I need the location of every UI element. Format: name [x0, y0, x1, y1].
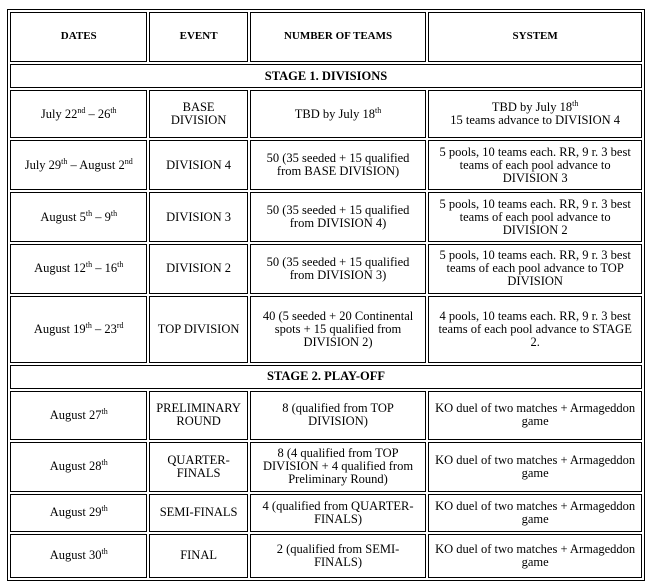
event-cell: TOP DIVISION — [149, 296, 247, 363]
dates-cell: August 30th — [10, 534, 147, 578]
system-cell: 4 pools, 10 teams each. RR, 9 r. 3 best teams of each pool advance to STAGE 2. — [428, 296, 642, 363]
table-row — [10, 534, 642, 578]
event-cell: DIVISION 3 — [149, 192, 247, 242]
dates-cell: August 27th — [10, 391, 147, 440]
system-cell: 5 pools, 10 teams each. RR, 9 r. 3 best teams of each pool advance to DIVISION 3 — [428, 140, 642, 190]
teams-cell: 50 (35 seeded + 15 qualified from DIVISION 4) — [250, 192, 427, 242]
table-row — [10, 296, 642, 363]
event-cell: DIVISION 2 — [149, 244, 247, 294]
system-cell: KO duel of two matches + Armageddon game — [428, 494, 642, 532]
system-cell: KO duel of two matches + Armageddon game — [428, 442, 642, 492]
teams-cell: 50 (35 seeded + 15 qualified from BASE DIVISION) — [250, 140, 427, 190]
table-row — [10, 442, 642, 492]
event-cell: QUARTER-FINALS — [149, 442, 247, 492]
teams-cell: 8 (4 qualified from TOP DIVISION + 4 qualified from Preliminary Round) — [250, 442, 427, 492]
header-event: EVENT — [149, 12, 247, 62]
dates-cell: August 19th – 23rd — [10, 296, 147, 363]
table-row — [10, 244, 642, 294]
dates-cell: August 12th – 16th — [10, 244, 147, 294]
dates-cell: August 29th — [10, 494, 147, 532]
table-row — [10, 140, 642, 190]
system-cell: KO duel of two matches + Armageddon game — [428, 534, 642, 578]
event-cell: DIVISION 4 — [149, 140, 247, 190]
teams-cell: 8 (qualified from TOP DIVISION) — [250, 391, 427, 440]
teams-cell: 50 (35 seeded + 15 qualified from DIVISION 3) — [250, 244, 427, 294]
table-row — [10, 494, 642, 532]
event-cell: SEMI-FINALS — [149, 494, 247, 532]
header-dates: DATES — [10, 12, 147, 62]
table-row — [10, 90, 642, 138]
schedule-table — [7, 9, 645, 581]
stage-2-row — [10, 365, 642, 389]
stage-2-title: STAGE 2. PLAY-OFF — [10, 365, 642, 389]
teams-cell: TBD by July 18th — [250, 90, 427, 138]
stage-1-title: STAGE 1. DIVISIONS — [10, 64, 642, 88]
header-teams: NUMBER OF TEAMS — [250, 12, 427, 62]
header-row — [10, 12, 642, 62]
event-cell: BASE DIVISION — [149, 90, 247, 138]
teams-cell: 40 (5 seeded + 20 Continental spots + 15 qualified from DIVISION 2) — [250, 296, 427, 363]
event-cell: PRELIMINARY ROUND — [149, 391, 247, 440]
teams-cell: 2 (qualified from SEMI-FINALS) — [250, 534, 427, 578]
system-cell: TBD by July 18th 15 teams advance to DIVISION 4 — [428, 90, 642, 138]
system-cell: 5 pools, 10 teams each. RR, 9 r. 3 best teams of each pool advance to TOP DIVISION — [428, 244, 642, 294]
table-row — [10, 391, 642, 440]
table-row — [10, 192, 642, 242]
event-cell: FINAL — [149, 534, 247, 578]
teams-cell: 4 (qualified from QUARTER-FINALS) — [250, 494, 427, 532]
dates-cell: August 28th — [10, 442, 147, 492]
dates-cell: July 29th – August 2nd — [10, 140, 147, 190]
system-cell: KO duel of two matches + Armageddon game — [428, 391, 642, 440]
system-cell: 5 pools, 10 teams each. RR, 9 r. 3 best teams of each pool advance to DIVISION 2 — [428, 192, 642, 242]
header-system: SYSTEM — [428, 12, 642, 62]
stage-1-row — [10, 64, 642, 88]
dates-cell: July 22nd – 26th — [10, 90, 147, 138]
dates-cell: August 5th – 9th — [10, 192, 147, 242]
